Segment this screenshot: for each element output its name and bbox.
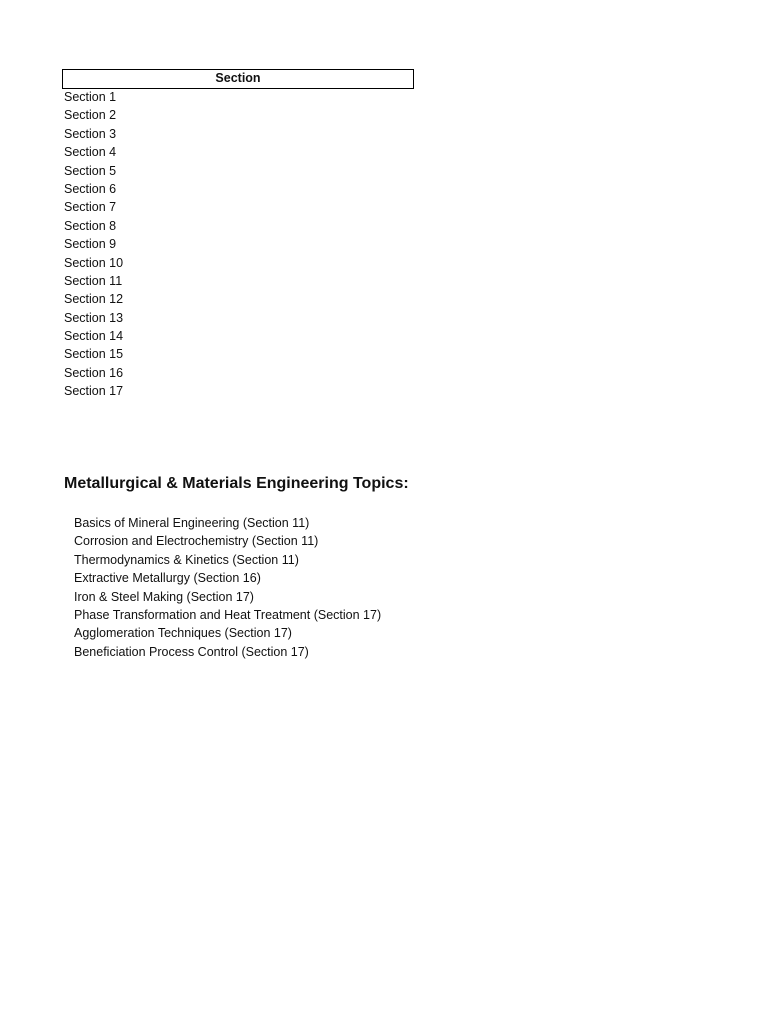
- topic-item: Agglomeration Techniques (Section 17): [74, 626, 292, 641]
- section-row: Section 12: [64, 292, 124, 307]
- topic-item: Iron & Steel Making (Section 17): [74, 589, 254, 604]
- section-row: Section 3: [64, 126, 117, 141]
- section-row: Section 1: [64, 90, 117, 104]
- section-row: Section 14: [64, 329, 124, 344]
- topics-title: Metallurgical & Materials Engineering Topics:: [64, 475, 409, 492]
- section-row: Section 6: [64, 181, 117, 196]
- section-list: [62, 89, 414, 402]
- section-row: Section 11: [64, 273, 123, 288]
- section-row: Section 16: [64, 365, 124, 380]
- topic-item: Extractive Metallurgy (Section 16): [74, 571, 261, 586]
- section-row: Section 4: [64, 145, 117, 160]
- section-row: Section 9: [64, 237, 117, 252]
- topics-list: [74, 514, 381, 661]
- section-row: Section 8: [64, 218, 117, 233]
- section-row: Section 15: [64, 347, 124, 362]
- topic-item: Phase Transformation and Heat Treatment (Section 17): [74, 607, 382, 622]
- section-row: Section 5: [64, 163, 117, 178]
- section-row: Section 10: [64, 255, 124, 270]
- section-table-header: Section: [62, 69, 414, 89]
- section-row: Section 2: [64, 108, 117, 123]
- topic-item: Basics of Mineral Engineering (Section 11): [74, 516, 310, 530]
- topic-item: Beneficiation Process Control (Section 17): [74, 644, 309, 659]
- section-row: Section 7: [64, 200, 117, 215]
- topic-item: Thermodynamics & Kinetics (Section 11): [74, 552, 299, 567]
- section-row: Section 13: [64, 310, 124, 325]
- section-table: [62, 69, 414, 402]
- section-row: Section 17: [64, 384, 124, 399]
- topic-item: Corrosion and Electrochemistry (Section 11): [74, 534, 319, 549]
